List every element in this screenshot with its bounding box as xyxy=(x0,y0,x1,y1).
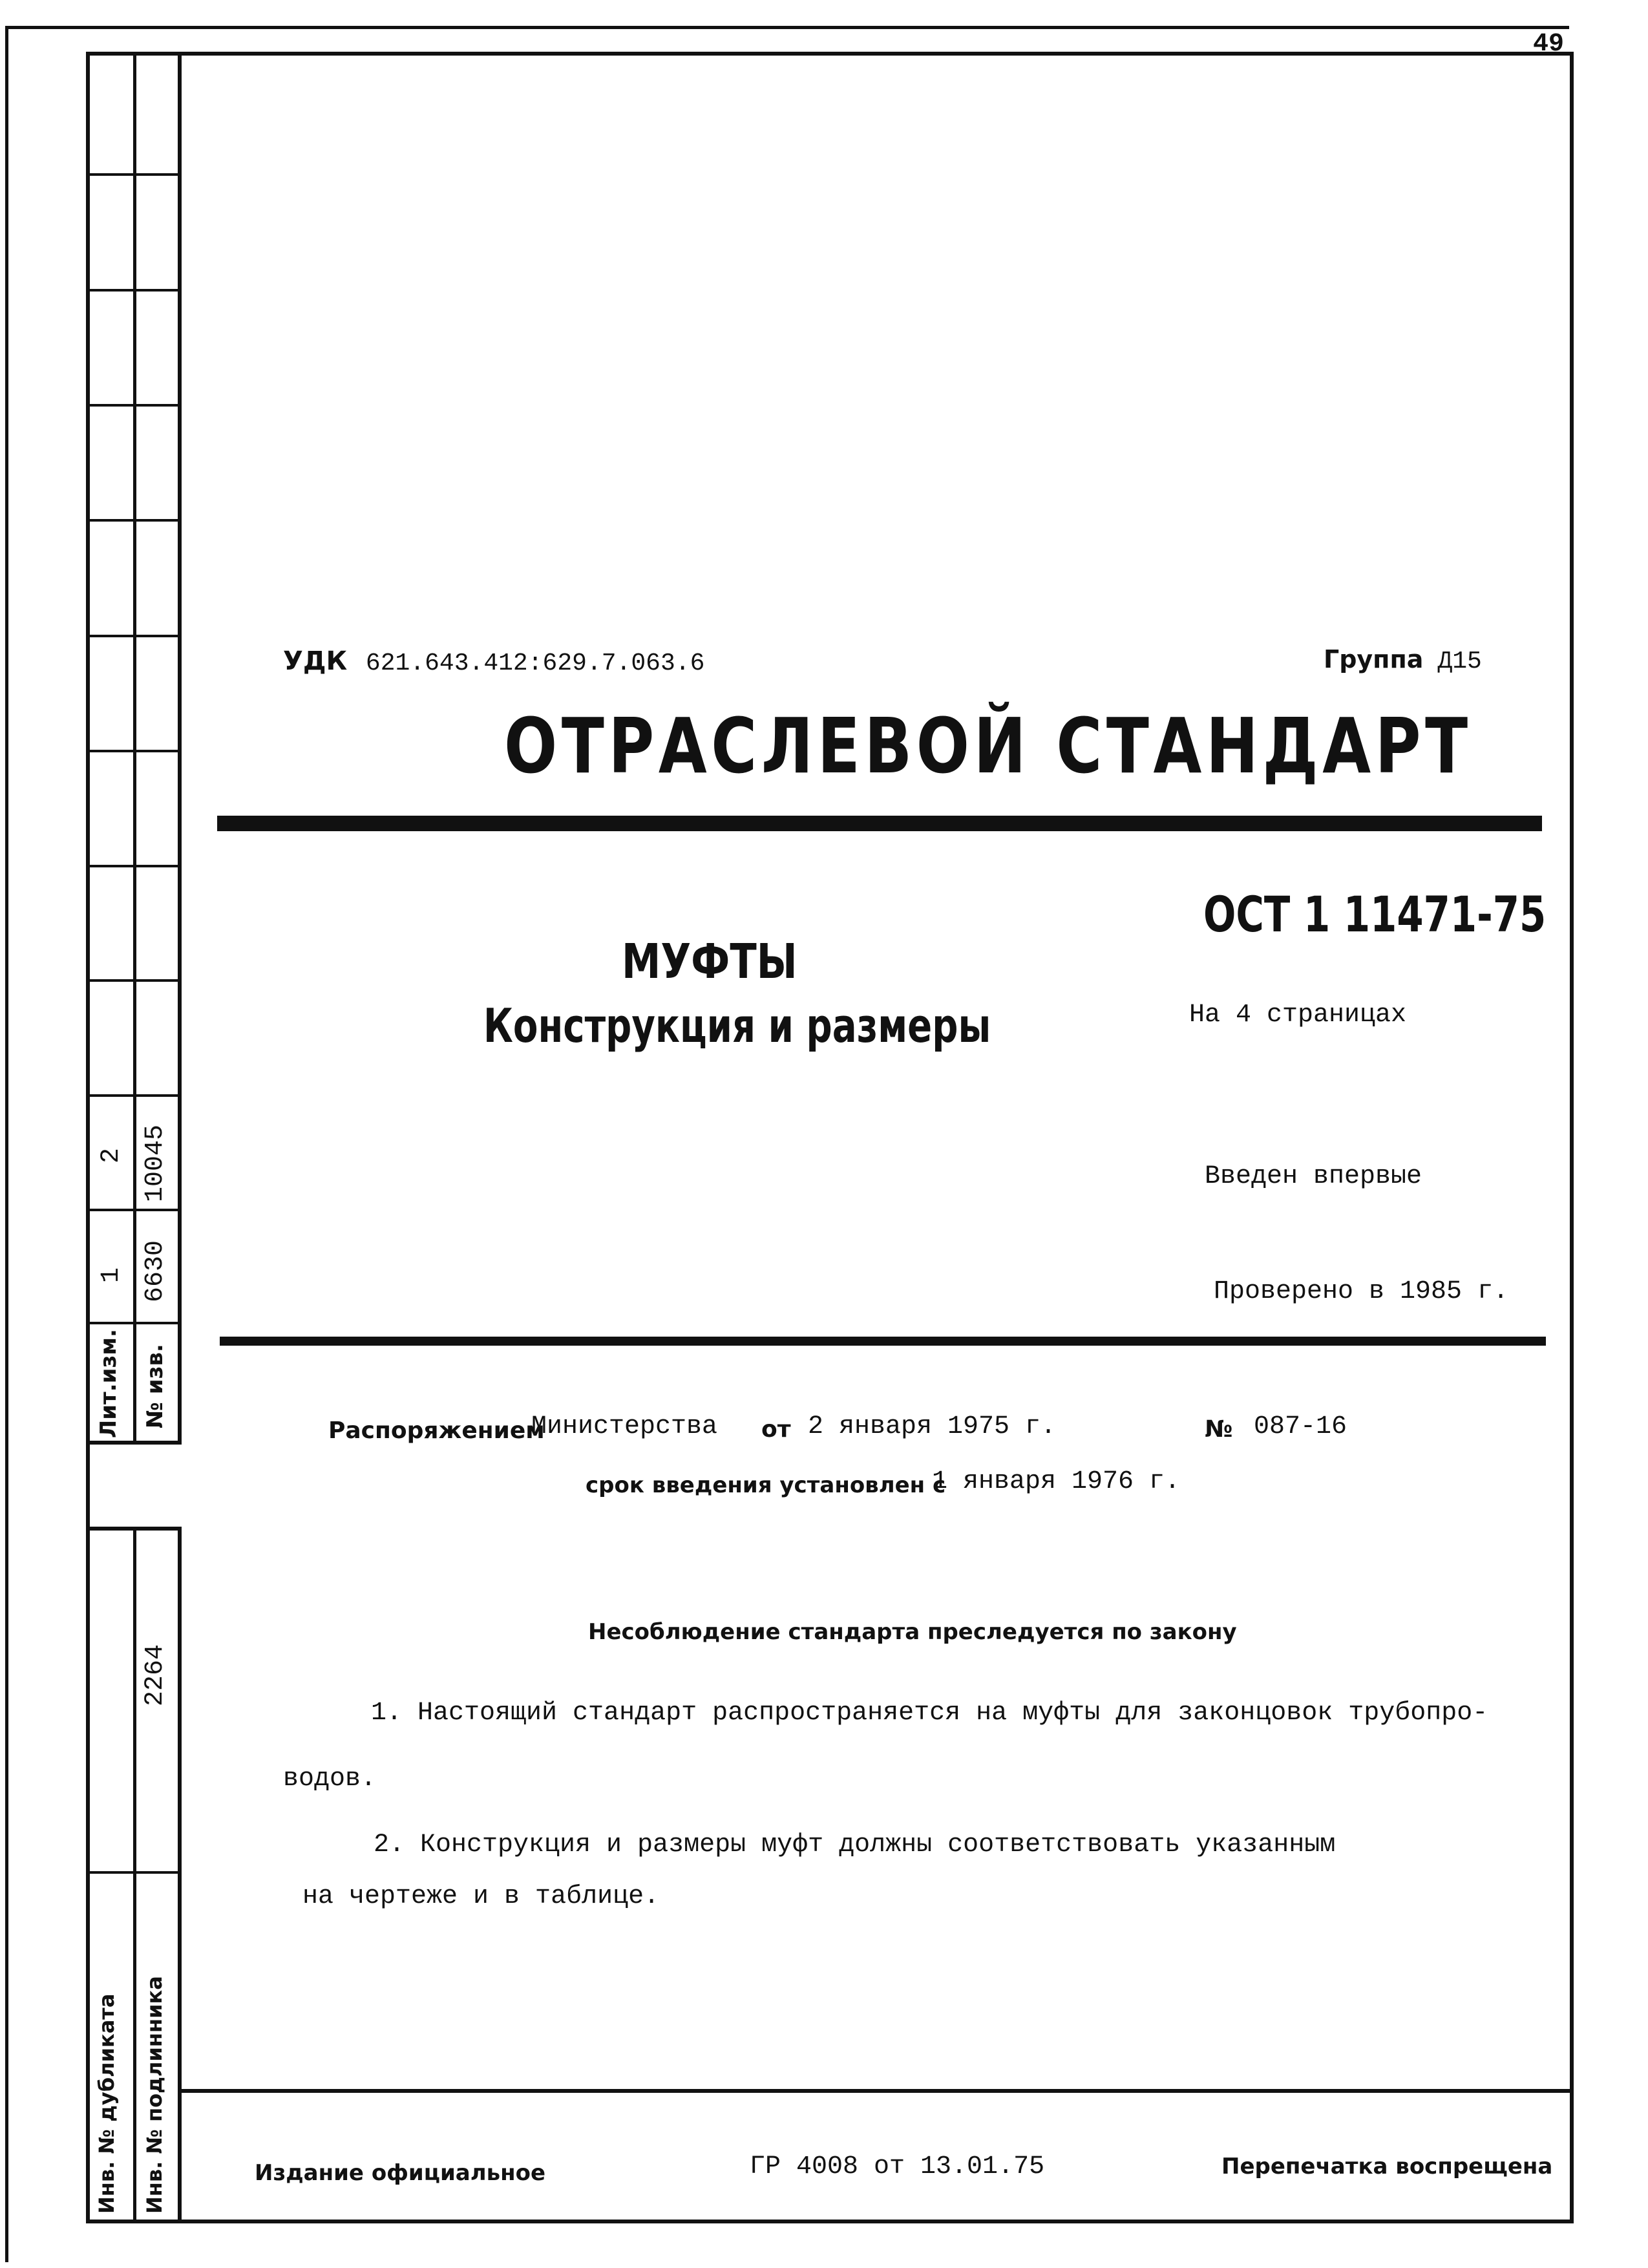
mid-rule xyxy=(220,1337,1546,1346)
paragraph-2-line-1: 2. Конструкция и размеры муфт должны соответствовать указанным xyxy=(374,1830,1336,1860)
footer-center: ГР 4008 от 13.01.75 xyxy=(750,2152,1045,2181)
side-cell-line xyxy=(86,979,182,982)
udk-label: УДК xyxy=(283,646,348,676)
side-label-dup: Инв. № дубликата xyxy=(94,1993,119,2214)
group-label: Группа xyxy=(1324,645,1424,673)
side-cell-line xyxy=(86,404,182,407)
effective-date: 1 января 1976 г. xyxy=(932,1467,1181,1496)
footer-left: Издание официальное xyxy=(255,2160,546,2186)
footer-rule xyxy=(182,2089,1574,2093)
standard-number: ОСТ 1 11471-75 xyxy=(1203,885,1547,943)
header-title: ОТРАСЛЕВОЙ СТАНДАРТ xyxy=(504,701,1472,790)
group-line xyxy=(1324,645,1482,675)
outer-border-left xyxy=(5,26,8,2262)
side-col2-top: 2 xyxy=(97,1147,126,1163)
side-cell-line xyxy=(86,1871,182,1874)
side-cell-line xyxy=(86,519,182,522)
side-col1-bottom: 6630 xyxy=(141,1240,170,1302)
side-label-no-izv: № изв. xyxy=(142,1344,168,1428)
side-cell-line xyxy=(86,635,182,637)
order-number: 087-16 xyxy=(1254,1412,1347,1441)
side-column-divider-lower xyxy=(133,1527,136,2223)
order-date: 2 января 1975 г. xyxy=(808,1412,1057,1441)
introduced-note: Введен впервые xyxy=(1205,1162,1422,1191)
side-column-divider-upper xyxy=(133,52,136,1445)
order-label: Распоряжением xyxy=(328,1417,545,1444)
order-line xyxy=(0,1412,1648,1451)
checked-note: Проверено в 1985 г. xyxy=(1214,1277,1509,1306)
side-col2-bottom: 10045 xyxy=(141,1124,170,1202)
side-label-lit-izm: Лит.изм. xyxy=(96,1329,121,1438)
side-col1-top: 1 xyxy=(97,1267,126,1283)
order-from-label: от xyxy=(761,1416,791,1443)
effective-line xyxy=(0,1467,1648,1506)
side-cell-line xyxy=(86,1209,182,1211)
udk-value: 621.643.412:629.7.063.6 xyxy=(365,650,705,677)
paragraph-2-line-2: на чертеже и в таблице. xyxy=(302,1882,660,1911)
paragraph-1-line-2: водов. xyxy=(283,1765,377,1794)
side-cell-line xyxy=(86,173,182,176)
side-cell-line xyxy=(86,1322,182,1324)
order-issuer: Министерства xyxy=(531,1412,718,1441)
pages-note: На 4 страницах xyxy=(1189,1001,1407,1030)
warning-text: Несоблюдение стандарта преследуется по закону xyxy=(588,1619,1237,1645)
footer-right: Перепечатка воспрещена xyxy=(1221,2154,1553,2179)
outer-border-top xyxy=(5,26,1569,29)
doc-subtitle: Конструкция и размеры xyxy=(483,999,991,1053)
paragraph-1-line-1: 1. Настоящий стандарт распространяется на муфты для законцовок трубопро- xyxy=(371,1699,1488,1728)
effective-label: срок введения установлен с xyxy=(586,1472,946,1498)
group-value: Д15 xyxy=(1437,648,1482,675)
header-rule xyxy=(217,816,1542,831)
order-number-label: № xyxy=(1205,1416,1233,1443)
doc-title: МУФТЫ xyxy=(622,934,798,990)
side-label-orig: Инв. № подлинника xyxy=(142,1976,167,2214)
side-orig-value: 2264 xyxy=(141,1644,170,1706)
side-cell-line xyxy=(86,750,182,752)
side-cell-line xyxy=(86,1094,182,1097)
side-cell-line xyxy=(86,289,182,291)
page-number: 49 xyxy=(1533,30,1565,59)
side-cell-line xyxy=(86,865,182,867)
udk-line xyxy=(283,646,704,677)
